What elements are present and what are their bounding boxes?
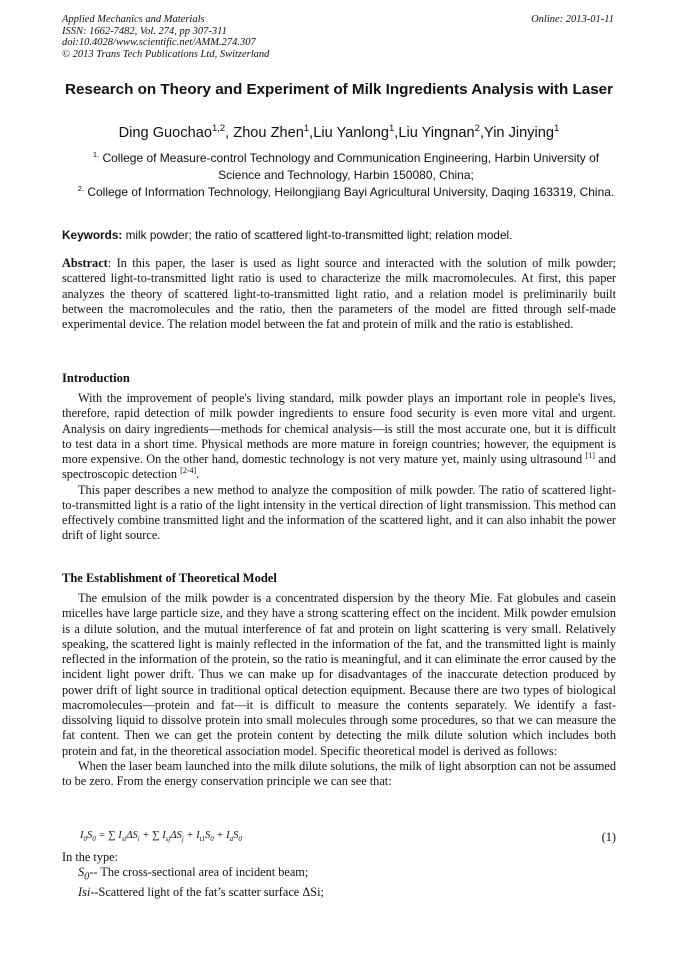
online-date: Online: 2013-01-11 <box>531 14 614 25</box>
equation-number: (1) <box>601 830 616 844</box>
paragraph <box>62 391 616 483</box>
equation-1 <box>80 830 616 846</box>
symbol-definitions <box>62 850 616 900</box>
author-affil-mark: 2 <box>474 123 480 134</box>
author-name: Zhou Zhen <box>233 125 304 141</box>
text-run: . <box>196 467 200 482</box>
affiliation-mark: 1. <box>92 150 100 159</box>
journal-name: Applied Mechanics and Materials <box>62 14 205 25</box>
author-affil-mark: 1 <box>554 123 560 134</box>
author-name: Liu Yingnan <box>398 125 475 141</box>
equation-body: $I_0S_0$ = ∑ $I_{si}\Delta S_i$ + ∑ $I_{sj}\Delta S_j + I_{t1}S_0 + I_aS_0$ <box>80 830 242 844</box>
definition-item <box>62 865 616 885</box>
abstract-text: : In this paper, the laser is used as light source and interacted with the solution of milk powder; scattered light-to-transmitted light ratio is used to characterize the milk macromolecules. At first, this paper analyzes the theory of scattered light-to-transmitted light ratio, and a relation model is preliminarily built between the macromolecules and the ratio, then the parameters of the model are fitted through self-made experimental device. The relation model between the fat and protein of milk and the ratio is established. <box>62 256 616 331</box>
keywords-label: Keywords: <box>62 228 123 242</box>
text-run: With the improvement of people's living standard, milk powder plays an important role in people's lives, therefore, rapid detection of milk powder ingredients to ensure food security is even more vital and urgent. Analysis on dairy ingredients—methods for chemical analysis—is still the most accurate one, but it is difficult to test data in a short time. Physical methods are more mature in foreign countries; however, the equipment is more expensive. On the other hand, domestic technology is not very mature yet, mainly using ultrasound <box>62 391 616 466</box>
paragraph: This paper describes a new method to analyze the composition of milk powder. The ratio of scattered light-to-transmitted light is a ratio of the light intensity in the vertical direction of light transmission. This method can effectively combine transmitted light and the information of the scattered light, and it can also inhabit the power drift of light source. <box>62 482 616 543</box>
affiliation-text: College of Information Technology, Heilongjiang Bayi Agricultural University, Daqing 163319, China. <box>87 185 615 199</box>
definition-text: --Scattered light of the fat’s scatter surface ΔSi; <box>90 884 324 899</box>
author-list: Ding Guochao$^{1,2}$, Zhou Zhen$^1$,Liu Yanlong$^1$,Liu Yingnan$^2$,Yin Jinying$^1$ <box>118 123 560 141</box>
author-name: Ding Guochao <box>118 125 212 141</box>
theory-heading: The Establishment of Theoretical Model <box>62 571 277 585</box>
introduction-heading: Introduction <box>62 371 130 385</box>
keywords-text: milk powder; the ratio of scattered light-to-transmitted light; relation model. <box>125 228 513 242</box>
theory-body <box>62 591 616 789</box>
affiliation-text: College of Measure-control Technology and Communication Engineering, Harbin University of Science and Technology, Harbin 150080, China; <box>102 151 600 182</box>
paper-title: Research on Theory and Experiment of Milk Ingredients Analysis with Laser <box>64 81 614 98</box>
author-affil-mark: 1 <box>388 123 395 134</box>
author-affil-mark: 1,2 <box>211 123 226 134</box>
definition-text: -- The cross-sectional area of incident beam; <box>89 865 309 880</box>
author-name: Liu Yanlong <box>313 125 389 141</box>
definition-item <box>62 885 616 900</box>
citation-ref: [2-4] <box>180 466 197 476</box>
keywords <box>62 227 616 243</box>
abstract-label: Abstract <box>62 256 108 270</box>
issn-line: ISSN: 1662-7482, Vol. 274, pp 307-311 <box>62 25 227 37</box>
text-run: and spectroscopic detection <box>62 452 616 482</box>
introduction-body <box>62 391 616 544</box>
abstract <box>62 256 616 332</box>
author-affil-mark: 1 <box>303 123 310 134</box>
affiliation-mark: 2. <box>77 184 84 193</box>
affiliation-1 <box>76 150 616 183</box>
symbol: $S_0$ <box>78 865 90 883</box>
copyright-line: © 2013 Trans Tech Publications Ltd, Switzerland <box>62 48 270 60</box>
author-name: Yin Jinying <box>484 125 555 141</box>
doi-line[interactable]: doi:10.4028/www.scientific.net/AMM.274.307 <box>62 37 256 48</box>
definitions-intro: In the type: <box>62 850 119 864</box>
paragraph: The emulsion of the milk powder is a concentrated dispersion by the theory Mie. Fat globules and casein micelles have large particle size, and they have a strong scattering effect on the incident. Milk powder emulsion is a dilute solution, and the mutual interference of fat and protein on light scattering is very small. Relatively speaking, the scattered light is mainly reflected in the information of the fat, and the transmitted light is mainly reflected in the information of the protein, so the ratio is meaningful, and it can eliminate the error caused by the incident light power drift. Thus we can make up for disadvantages of the inaccurate detection produced by power drift of light source in traditional optical detection equipment. Because there are two types of biological macromolecules—protein and fat—it is difficult to measure the contents separately. We identify a fast-dissolving liquid to dissolve protein into small molecules through some procedures, so that we can measure the fat content. Then we can get the protein content by detecting the milk dilute solution which includes both protein and fat, in the theoretical association model. Specific theoretical model is derived as follows: <box>62 591 616 758</box>
paragraph: When the laser beam launched into the milk dilute solutions, the milk of light absorption can not be assumed to be zero. From the energy conservation principle we can see that: <box>62 758 616 788</box>
symbol: Isi <box>78 884 91 899</box>
citation-ref: [1] <box>585 451 595 460</box>
affiliation-2 <box>76 184 616 201</box>
journal-header <box>62 14 269 60</box>
